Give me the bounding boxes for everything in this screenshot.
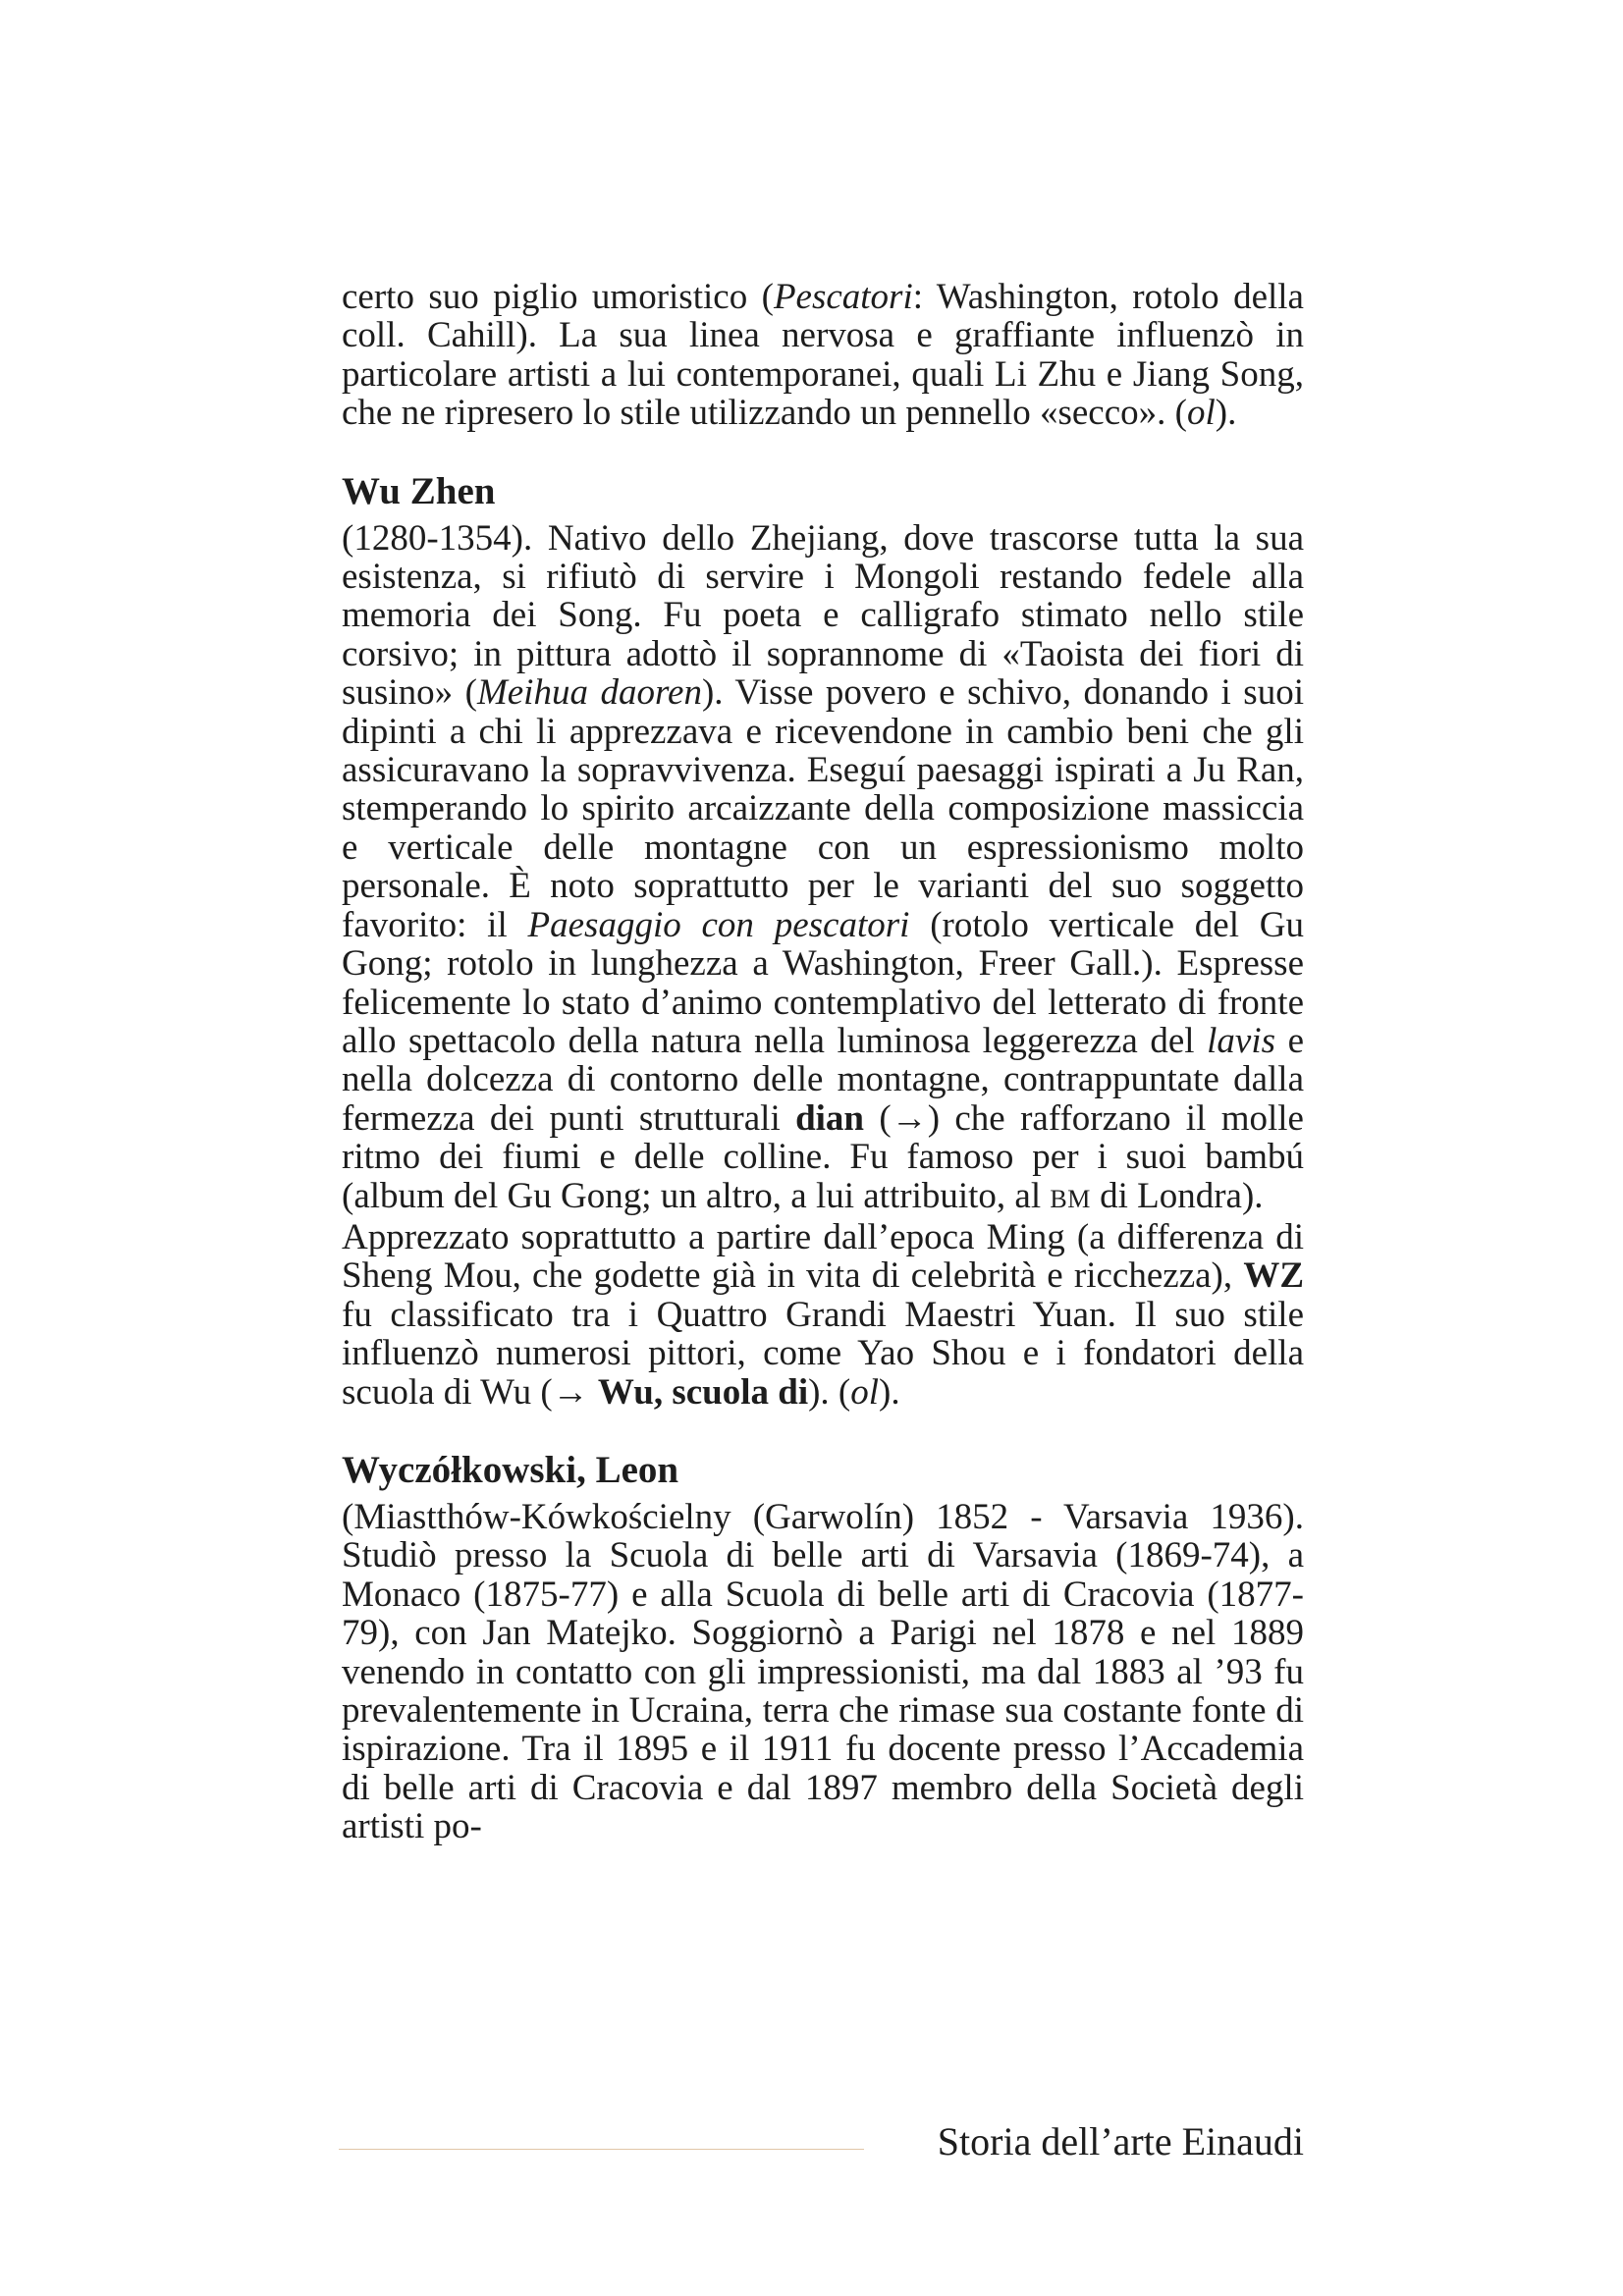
footer-rule: [339, 2149, 864, 2150]
entry-title-wyczolkowski: Wyczółkowski, Leon: [342, 1448, 679, 1491]
entry-author-initials: ol: [850, 1371, 880, 1413]
cross-reference-dian: dian: [795, 1097, 865, 1139]
page-text-column: [342, 278, 1304, 1846]
entry-wyczolkowski-paragraph-1: (Miastthów-Kówkościelny (Garwolín) 1852 - Varsavia 1936). Studiò presso la Scuola di belle arti di Varsavia (1869-74), a Monaco (1875-77) e alla Scuola di belle arti di Cracovia (1877-79), con Jan Matejko. Soggiornò a Parigi nel 1878 e nel 1889 venendo in contatto con gli impressionisti, ma dal 1883 al ’93 fu prevalentemente in Ucraina, terra che rimase sua costante fonte di ispirazione. Tra il 1895 e il 1911 fu docente presso l’Accademia di belle arti di Cracovia e dal 1897 membro della Società degli artisti po-: [342, 1496, 1304, 1847]
cross-reference-wu-scuola: Wu, scuola di: [597, 1371, 809, 1413]
intro-paragraph: certo suo piglio umoristico (Pescatori: Washington, rotolo della coll. Cahill). La sua linea nervosa e graffiante influenzò in particolare artisti a lui contemporanei, quali Li Zhu e Jiang Song, che ne ripresero lo stile utilizzando un pennello «secco». (ol).: [342, 277, 1304, 434]
intro-italic-title: Pescatori: [773, 277, 913, 317]
abbreviation-wz: WZ: [1243, 1255, 1304, 1297]
entry-wu-zhen-paragraph-1: (1280-1354). Nativo dello Zhejiang, dove trascorse tutta la sua esistenza, si rifiutò di servire i Mongoli restando fedele alla memoria dei Song. Fu poeta e calligrafo stimato nello stile corsivo; in pittura adottò il soprannome di «Taoista dei fiori di susino» (Meihua daoren). Visse povero e schivo, donando i suoi dipinti a chi li apprezzava e ricevendone in cambio beni che gli assicuravano la sopravvivenza. Eseguí paesaggi ispirati a Ju Ran, stemperando lo spirito arcaizzante della composizione massiccia e verticale delle montagne con un espressionismo molto personale. È noto soprattutto per le varianti del suo soggetto favorito: il Paesaggio con pescatori (rotolo verticale del Gu Gong; rotolo in lunghezza a Washington, Freer Gall.). Espresse felicemente lo stato d’animo contemplativo del letterato di fronte allo spettacolo della natura nella luminosa leggerezza del lavis e nella dolcezza di contorno delle montagne, contrappuntate dalla fermezza dei punti strutturali dian (→) che rafforzano il molle ritmo dei fiumi e delle colline. Fu famoso per i suoi bambú (album del Gu Gong; un altro, a lui attribuito, al BM di Londra).: [342, 517, 1305, 1216]
small-caps-abbreviation: BM: [1050, 1184, 1091, 1213]
intro-author-initials: ol: [1186, 393, 1216, 434]
entry-title-wu-zhen: Wu Zhen: [342, 469, 496, 512]
footer-publisher: Storia dell’arte Einaudi: [937, 2119, 1304, 2163]
entry-wu-zhen-paragraph-2: Apprezzato soprattutto a partire dall’epoca Ming (a differenza di Sheng Mou, che godette già in vita di celebrità e ricchezza), WZ fu classificato tra i Quattro Grandi Maestri Yuan. Il suo stile influenzò numerosi pittori, come Yao Shou e i fondatori della scuola di Wu (→ Wu, scuola di). (ol).: [342, 1216, 1304, 1413]
